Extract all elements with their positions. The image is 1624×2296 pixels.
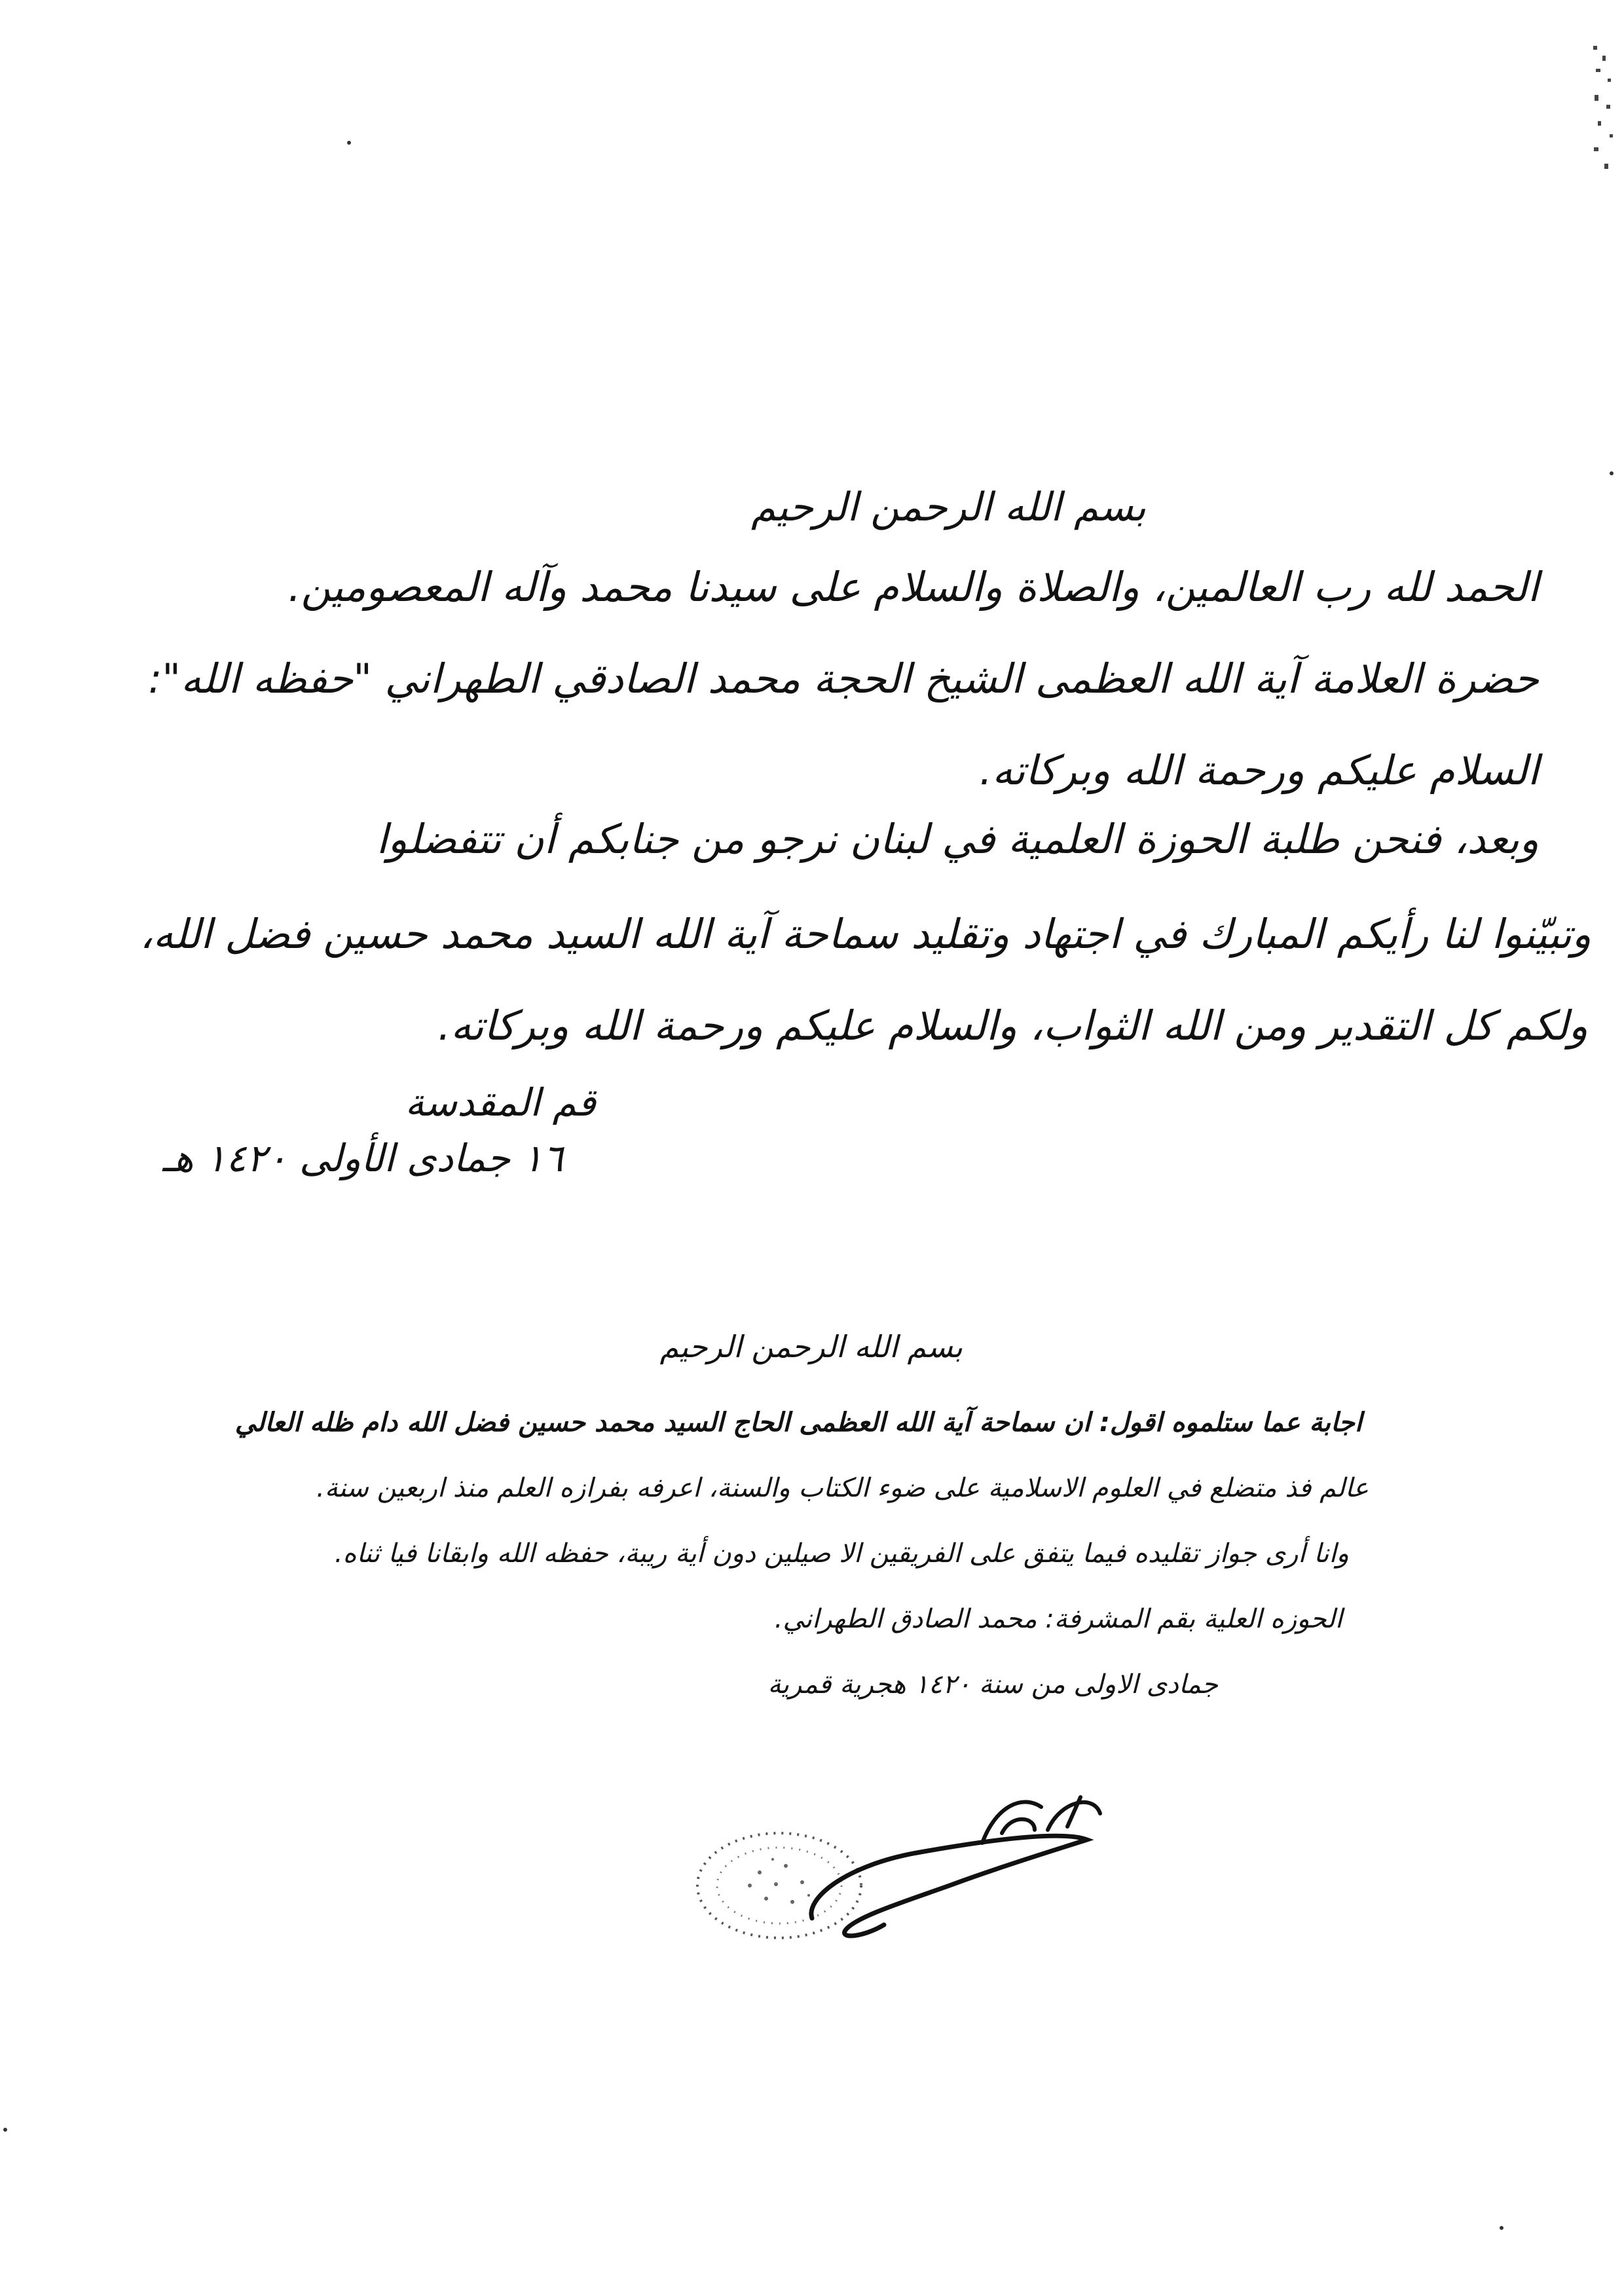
letter-line-4: وبعد، فنحن طلبة الحوزة العلمية في لبنان نرجو من جنابكم أن تتفضلوا [376, 815, 1539, 863]
letter-line-6: ولكم كل التقدير ومن الله الثواب، والسلام عليكم ورحمة الله وبركاته. [437, 1002, 1588, 1049]
letter-line-5: وتبيّنوا لنا رأيكم المبارك في اجتهاد وتقليد سماحة آية الله السيد محمد حسين فضل الله، [139, 910, 1591, 958]
answer-line-4: الحوزه العلية بقم المشرفة: محمد الصادق الطهراني. [774, 1604, 1342, 1634]
scan-speck [347, 141, 351, 145]
scan-marks [1588, 39, 1621, 183]
letter-place: قم المقدسة [405, 1080, 596, 1125]
scan-speck [3, 2128, 7, 2132]
letter-basmala: بسم الله الرحمن الرحيم [750, 484, 1146, 530]
letter-line-2: حضرة العلامة آية الله العظمى الشيخ الحجة محمد الصادقي الطهراني "حفظه الله": [148, 655, 1539, 702]
answer-basmala: بسم الله الرحمن الرحيم [659, 1329, 963, 1364]
answer-date: جمادى الاولى من سنة ١٤٢٠ هجرية قمرية [767, 1669, 1218, 1700]
answer-line-3: وانا أرى جواز تقليده فيما يتفق على الفريقين الا صيلين دون أية ريبة، حفظه الله وابقانا فيا ثناه. [334, 1539, 1349, 1569]
letter-date: ١٦ جمادى الأولى ١٤٢٠ هـ [162, 1136, 563, 1180]
scan-speck [1500, 2226, 1504, 2230]
signature [786, 1768, 1126, 1951]
answer-line-2: عالم فذ متضلع في العلوم الاسلامية على ضوء الكتاب والسنة، اعرفه بفرازه العلم منذ اربعين سنة. [316, 1473, 1369, 1503]
letter-line-1: الحمد لله رب العالمين، والصلاة والسلام على سيدنا محمد وآله المعصومين. [287, 563, 1539, 611]
answer-line-1: اجابة عما ستلموه اقول: ان سماحة آية الله العظمى الحاج السيد محمد حسين فضل الله دام ظله العالي [234, 1408, 1362, 1438]
scan-speck [1610, 471, 1614, 475]
letter-line-3: السلام عليكم ورحمة الله وبركاته. [979, 746, 1539, 794]
